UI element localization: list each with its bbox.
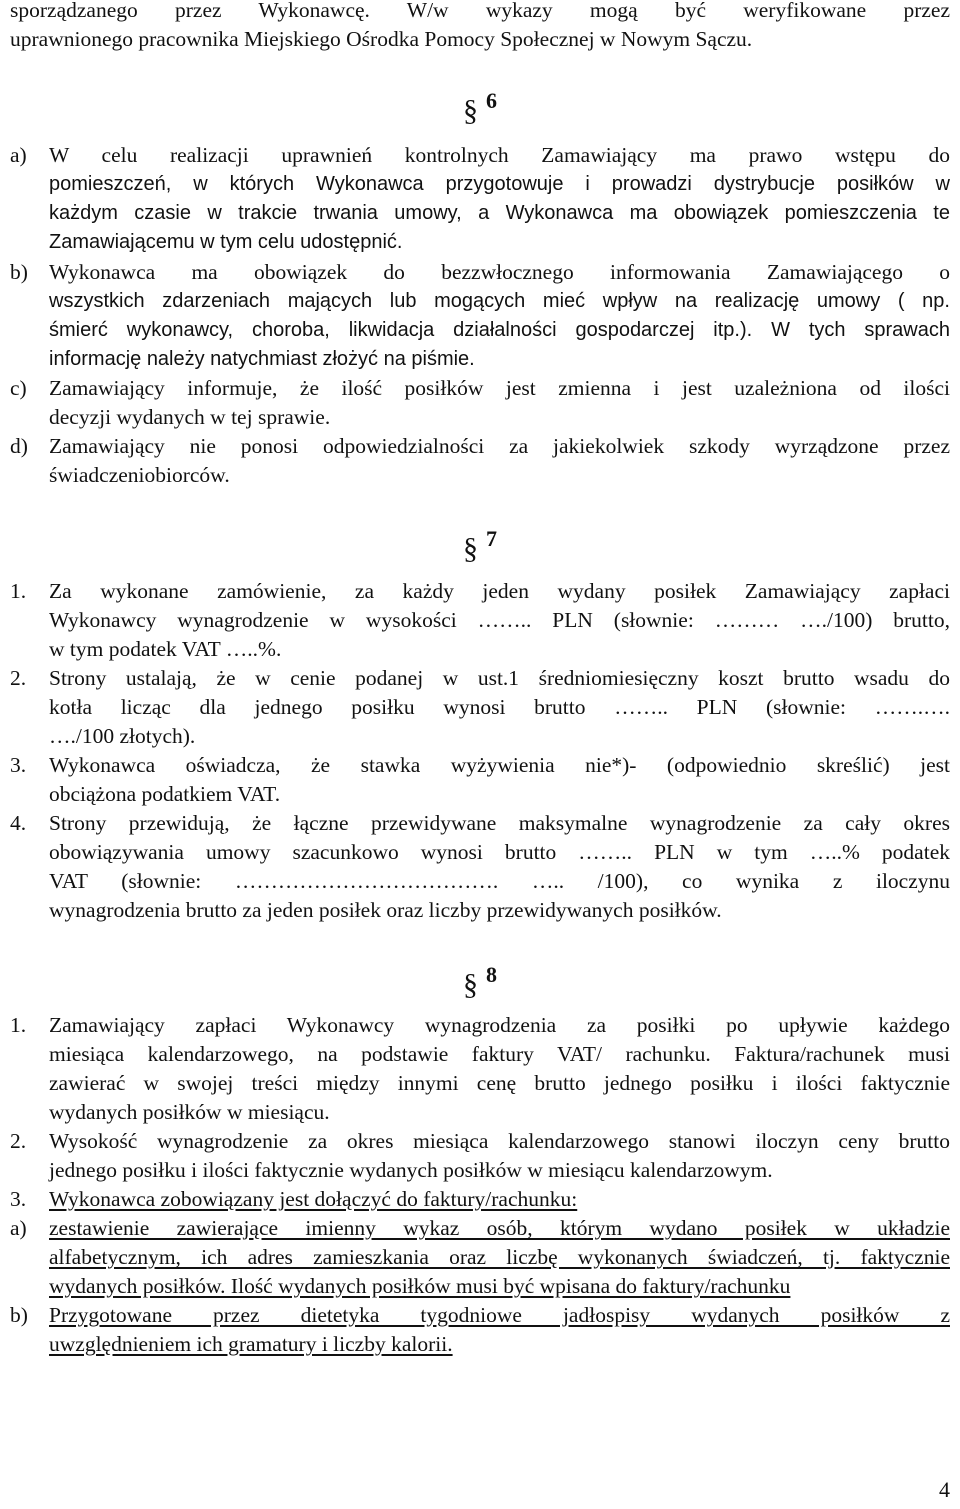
item-line: Wykonawca ma obowiązek do bezzwłocznego informowania Zamawiającego o	[49, 260, 950, 284]
item-marker: a)	[10, 1216, 27, 1240]
section-symbol: §	[463, 94, 478, 127]
item-line: informację należy natychmiast złożyć na piśmie.	[49, 348, 475, 370]
section-heading-8	[463, 956, 497, 1001]
item-line: Zamawiający zapłaci Wykonawcy wynagrodzenia za posiłki po upływie każdego	[49, 1013, 950, 1037]
item-marker: 2.	[10, 666, 27, 690]
section-number: 7	[486, 526, 497, 551]
item-line: wszystkich zdarzeniach mających lub mogących mieć wpływ na realizację umowy ( np.	[49, 290, 950, 312]
item-marker: 1.	[10, 579, 27, 603]
item-line: Wykonawca zobowiązany jest dołączyć do faktury/rachunku:	[49, 1187, 578, 1211]
item-line: zestawienie zawierające imienny wykaz osób, którym wydano posiłek w układzie	[49, 1216, 950, 1240]
item-line: Wykonawcy wynagrodzenie w wysokości …….. PLN (słownie: ……… …./100) brutto,	[49, 608, 950, 632]
item-marker: c)	[10, 376, 27, 400]
item-marker: 3.	[10, 1187, 27, 1211]
section-symbol: §	[463, 968, 478, 1001]
section-number: 6	[486, 88, 497, 113]
item-line: Zamawiający nie ponosi odpowiedzialności za jakiekolwiek szkody wyrządzone przez	[49, 434, 950, 458]
section-heading-7	[463, 520, 497, 565]
item-line: Zamawiającemu w tym celu udostępnić.	[49, 231, 403, 253]
item-marker: a)	[10, 143, 27, 167]
item-line: uwzględnieniem ich gramatury i liczby kalorii.	[49, 1332, 453, 1356]
item-line: obciążona podatkiem VAT.	[49, 782, 281, 806]
item-marker: 1.	[10, 1013, 27, 1037]
item-line: …./100 złotych).	[49, 724, 196, 748]
item-line: świadczeniobiorców.	[49, 463, 230, 487]
item-line: Wykonawca oświadcza, że stawka wyżywienia nie*)- (odpowiednio skreślić) jest	[49, 753, 950, 777]
item-line: W celu realizacji uprawnień kontrolnych Zamawiający ma prawo wstępu do	[49, 143, 950, 167]
item-marker: 4.	[10, 811, 27, 835]
item-line: śmierć wykonawcy, choroba, likwidacja działalności gospodarczej itp.). W tych sprawach	[49, 319, 950, 341]
item-line: Strony ustalają, że w cenie podanej w ust.1 średniomiesięczny koszt brutto wsadu do	[49, 666, 950, 690]
section-number: 8	[486, 962, 497, 987]
paragraph-line: sporządzanego przez Wykonawcę. W/w wykazy mogą być weryfikowane przez	[10, 0, 950, 22]
item-marker: 2.	[10, 1129, 27, 1153]
item-line: każdym czasie w trakcie trwania umowy, a Wykonawca ma obowiązek pomieszczenia te	[49, 202, 950, 224]
item-line: wydanych posiłków w miesiącu.	[49, 1100, 330, 1124]
item-line: miesiąca kalendarzowego, na podstawie faktury VAT/ rachunku. Faktura/rachunek musi	[49, 1042, 950, 1066]
section-symbol: §	[463, 532, 478, 565]
item-line: wynagrodzenia brutto za jeden posiłek oraz liczby przewidywanych posiłków.	[49, 898, 722, 922]
item-line: obowiązywania umowy szacunkowo wynosi brutto …….. PLN w tym …..% podatek	[49, 840, 950, 864]
item-marker: b)	[10, 1303, 28, 1327]
item-line: Strony przewidują, że łączne przewidywane maksymalne wynagrodzenie za cały okres	[49, 811, 950, 835]
item-line: zawierać w swojej treści między innymi cenę brutto jednego posiłku i ilości faktycznie	[49, 1071, 950, 1095]
page-number: 4	[939, 1477, 950, 1502]
item-line: jednego posiłku i ilości faktycznie wydanych posiłków w miesiącu kalendarzowym.	[49, 1158, 773, 1182]
item-line: kotła licząc dla jednego posiłku wynosi brutto …….. PLN (słownie: …….….	[49, 695, 950, 719]
item-line: alfabetycznym, ich adres zamieszkania oraz liczbę wykonanych świadczeń, tj. faktycznie	[49, 1245, 950, 1269]
item-line: Zamawiający informuje, że ilość posiłków jest zmienna i jest uzależniona od ilości	[49, 376, 950, 400]
item-line: VAT (słownie: ………………………………. ….. /100), co wynika z iloczynu	[49, 869, 950, 893]
item-marker: b)	[10, 260, 28, 284]
item-line: decyzji wydanych w tej sprawie.	[49, 405, 331, 429]
item-marker: d)	[10, 434, 28, 458]
item-line: wydanych posiłków. Ilość wydanych posiłków musi być wpisana do faktury/rachunku	[49, 1274, 791, 1298]
item-line: Wysokość wynagrodzenie za okres miesiąca kalendarzowego stanowi iloczyn ceny brutto	[49, 1129, 950, 1153]
item-marker: 3.	[10, 753, 27, 777]
paragraph-line: uprawnionego pracownika Miejskiego Ośrodka Pomocy Społecznej w Nowym Sączu.	[10, 27, 753, 51]
section-heading-6	[463, 82, 497, 127]
item-line: w tym podatek VAT …..%.	[49, 637, 282, 661]
item-line: Przygotowane przez dietetyka tygodniowe jadłospisy wydanych posiłków z	[49, 1303, 950, 1327]
item-line: pomieszczeń, w których Wykonawca przygotowuje i prowadzi dystrybucje posiłków w	[49, 173, 950, 195]
item-line: Za wykonane zamówienie, za każdy jeden wydany posiłek Zamawiający zapłaci	[49, 579, 950, 603]
